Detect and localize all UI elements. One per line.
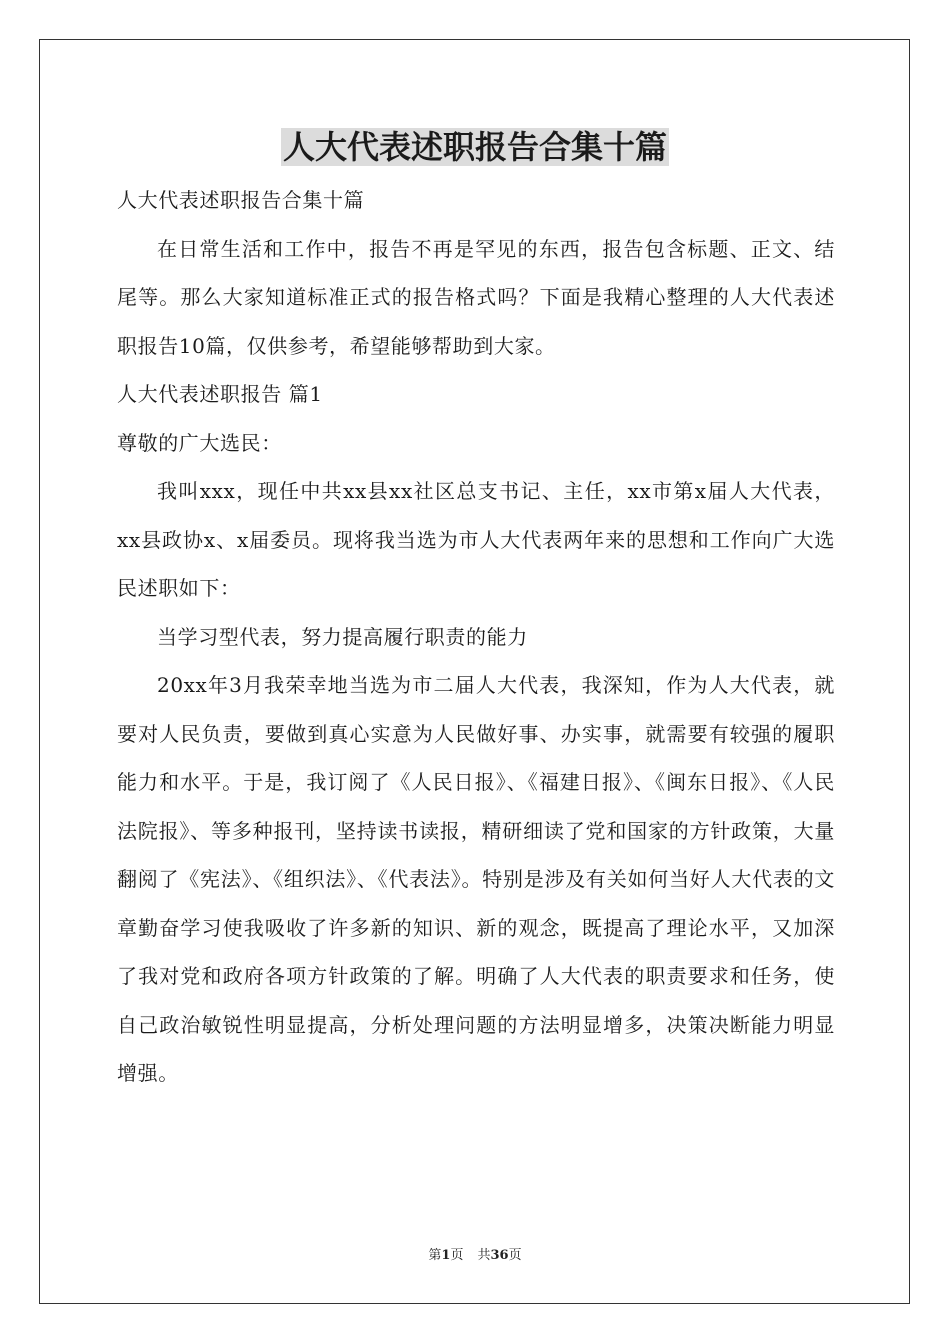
paragraph-intro: 在日常生活和工作中，报告不再是罕见的东西，报告包含标题、正文、结尾等。那么大家知道标准正式的报告格式吗？下面是我精心整理的人大代表述职报告10篇，仅供参考，希望能够帮助到大家。: [117, 236, 835, 358]
paragraph-subtitle: 人大代表述职报告合集十篇: [117, 188, 365, 212]
document-body: [117, 176, 835, 1098]
page-current: 1: [441, 1248, 451, 1263]
page-suffix: 页: [450, 1248, 464, 1263]
page-footer: [0, 1246, 950, 1266]
paragraph-salutation: 尊敬的广大选民：: [117, 430, 282, 455]
page-prefix: 第: [428, 1248, 442, 1263]
paragraph-study-details: 20xx年3月我荣幸地当选为市二届人大代表，我深知，作为人大代表，就要对人民负责，要做到真心实意为人民做好事、办实事，就需要有较强的履职能力和水平。于是，我订阅了《人民日报》、《福建日报》、《闽东日报》、《人民法院报》、等多种报刊，坚持读书读报，精研细读了党和国家的方针政策，大量翻阅了《宪法》、《组织法》、《代表法》。特别是涉及有关如何当好人大代表的文章勤奋学习使我吸收了许多新的知识、新的观念，既提高了理论水平，又加深了我对党和政府各项方针政策的了解。明确了人大代表的职责要求和任务，使自己政治敏锐性明显提高，分析处理问题的方法明显增多，决策决断能力明显增强。: [117, 673, 835, 1085]
paragraph-section-heading: 人大代表述职报告 篇1: [117, 382, 323, 406]
paragraph-self-introduction: 我叫xxx，现任中共xx县xx社区总支书记、主任，xx市第x届人大代表，xx县政协x、x届委员。现将我当选为市人大代表两年来的思想和工作向广大选民述职如下：: [117, 479, 835, 600]
total-suffix: 页: [508, 1248, 522, 1263]
document-title: [0, 124, 950, 170]
document-title-text: 人大代表述职报告合集十篇: [282, 128, 667, 166]
page-total: 36: [490, 1248, 509, 1263]
paragraph-subheading: 当学习型代表，努力提高履行职责的能力: [157, 624, 528, 649]
total-prefix: 共: [477, 1248, 491, 1263]
